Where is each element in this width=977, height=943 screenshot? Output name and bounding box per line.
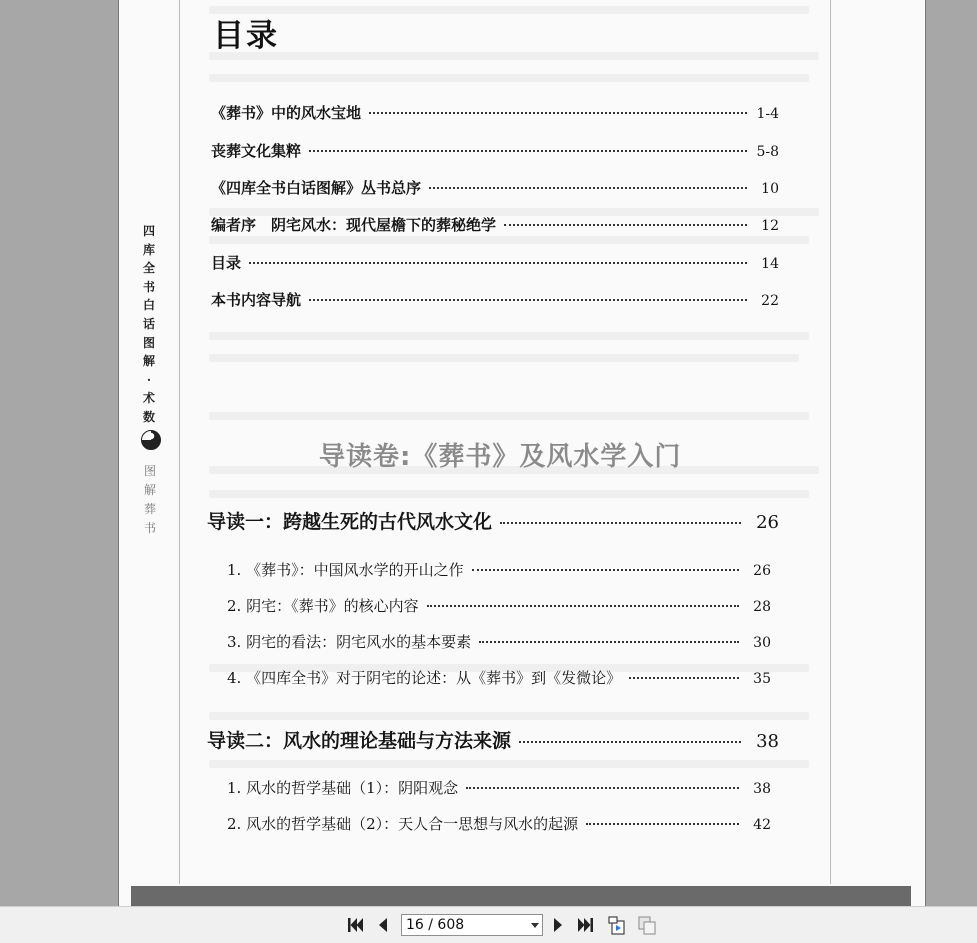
dot-leader: [629, 677, 739, 679]
toc-entry-label: 目录: [211, 254, 242, 272]
toc-section[interactable]: [227, 595, 771, 616]
toc-entry-label: 丧葬文化集粹: [211, 142, 302, 160]
toc-entry-page: 1-4: [756, 106, 779, 122]
previous-page-button[interactable]: [373, 915, 393, 935]
toc-section[interactable]: [227, 777, 771, 798]
chevron-down-icon: [531, 923, 539, 928]
toc-section-page: 28: [753, 599, 771, 615]
toc-entry-page: 10: [761, 181, 779, 197]
toc-chapter-label: 导读一：跨越生死的古代风水文化: [207, 511, 493, 533]
toc-section-page: 42: [753, 817, 771, 833]
first-page-icon: [346, 916, 364, 934]
toc-entry-label: 编者序 阴宅风水：现代屋檐下的葬秘绝学: [211, 216, 497, 234]
toc-entry-page: 5-8: [756, 144, 779, 160]
next-page-button[interactable]: [548, 915, 568, 935]
toc-entry-page: 22: [761, 293, 779, 309]
toc-section[interactable]: [227, 667, 771, 688]
dot-leader: [500, 522, 741, 524]
toc-section-page: 35: [753, 671, 771, 687]
bleed-through-text: [209, 74, 809, 82]
toc-section-label: 4. 《四库全书》对于阴宅的论述：从《葬书》到《发微论》: [227, 669, 622, 687]
toc-entry-label: 《四库全书白话图解》丛书总序: [211, 179, 422, 197]
dot-leader: [586, 823, 739, 825]
toc-section-label: 2. 阴宅：《葬书》的核心内容: [227, 597, 419, 615]
dot-leader: [472, 569, 739, 571]
dot-leader: [427, 605, 739, 607]
bleed-through-text: [209, 236, 809, 244]
dot-leader: [466, 787, 739, 789]
two-page-view-button[interactable]: [637, 915, 657, 935]
toc-entry-page: 12: [761, 218, 779, 234]
dot-leader: [504, 224, 747, 226]
toc-chapter[interactable]: [207, 507, 779, 534]
next-page-icon: [551, 916, 565, 934]
toc-entry[interactable]: [211, 140, 779, 161]
dot-leader: [519, 741, 741, 743]
dot-leader: [309, 299, 747, 301]
bleed-through-text: [209, 490, 809, 498]
dot-leader: [429, 187, 747, 189]
page-number-select[interactable]: [401, 914, 543, 936]
toc-entry[interactable]: [211, 177, 779, 198]
single-page-view-icon: [607, 915, 627, 935]
toc-section[interactable]: [227, 559, 771, 580]
toc-section-label: 3. 阴宅的看法：阴宅风水的基本要素: [227, 633, 472, 651]
page-indicator: 16 / 608: [406, 917, 465, 933]
prev-page-icon: [376, 916, 390, 934]
last-page-button[interactable]: [576, 915, 596, 935]
page-navigation-toolbar: [0, 906, 977, 943]
two-page-view-icon: [637, 915, 657, 935]
toc-section-label: 1. 风水的哲学基础（1）：阴阳观念: [227, 779, 459, 797]
toc-section-page: 38: [753, 781, 771, 797]
toc-entry[interactable]: [211, 252, 779, 273]
book-title-vertical: 图解葬书: [143, 464, 156, 535]
first-page-button[interactable]: [345, 915, 365, 935]
page-bottom-band: [131, 886, 911, 906]
toc-section[interactable]: [227, 631, 771, 652]
toc-chapter-label: 导读二：风水的理论基础与方法来源: [207, 730, 512, 752]
bleed-through-text: [209, 760, 809, 768]
toc-entry-label: 《葬书》中的风水宝地: [211, 104, 362, 122]
dot-leader: [369, 112, 747, 114]
yin-yang-icon: [141, 430, 161, 450]
toc-section-page: 30: [753, 635, 771, 651]
toc-section-label: 1. 《葬书》：中国风水学的开山之作: [227, 561, 464, 579]
toc-entry[interactable]: [211, 214, 779, 235]
single-page-view-button[interactable]: [607, 915, 627, 935]
toc-entry[interactable]: [211, 289, 779, 310]
part-heading: 导读卷:《葬书》及风水学入门: [319, 442, 682, 472]
dot-leader: [249, 262, 747, 264]
toc-chapter[interactable]: [207, 726, 779, 753]
bleed-through-text: [209, 6, 809, 14]
toc-chapter-page: 38: [756, 731, 779, 752]
toc-section-page: 26: [753, 563, 771, 579]
bleed-through-text: [209, 712, 809, 720]
bleed-through-text: [209, 354, 799, 362]
dot-leader: [309, 150, 747, 152]
bleed-through-text: [209, 52, 819, 60]
toc-section-label: 2. 风水的哲学基础（2）：天人合一思想与风水的起源: [227, 815, 579, 833]
bleed-through-text: [209, 332, 809, 340]
toc-title: 目录: [213, 18, 279, 54]
toc-entry[interactable]: [211, 102, 779, 123]
dot-leader: [479, 641, 739, 643]
pdf-page: [118, 0, 926, 906]
last-page-icon: [577, 916, 595, 934]
toc-entry-label: 本书内容导航: [211, 291, 302, 309]
toc-section[interactable]: [227, 813, 771, 834]
toc-entry-page: 14: [761, 256, 779, 272]
bleed-through-text: [209, 412, 809, 420]
series-title-vertical: 四库全书白话图解·术数: [142, 224, 155, 424]
toc-chapter-page: 26: [756, 512, 779, 533]
